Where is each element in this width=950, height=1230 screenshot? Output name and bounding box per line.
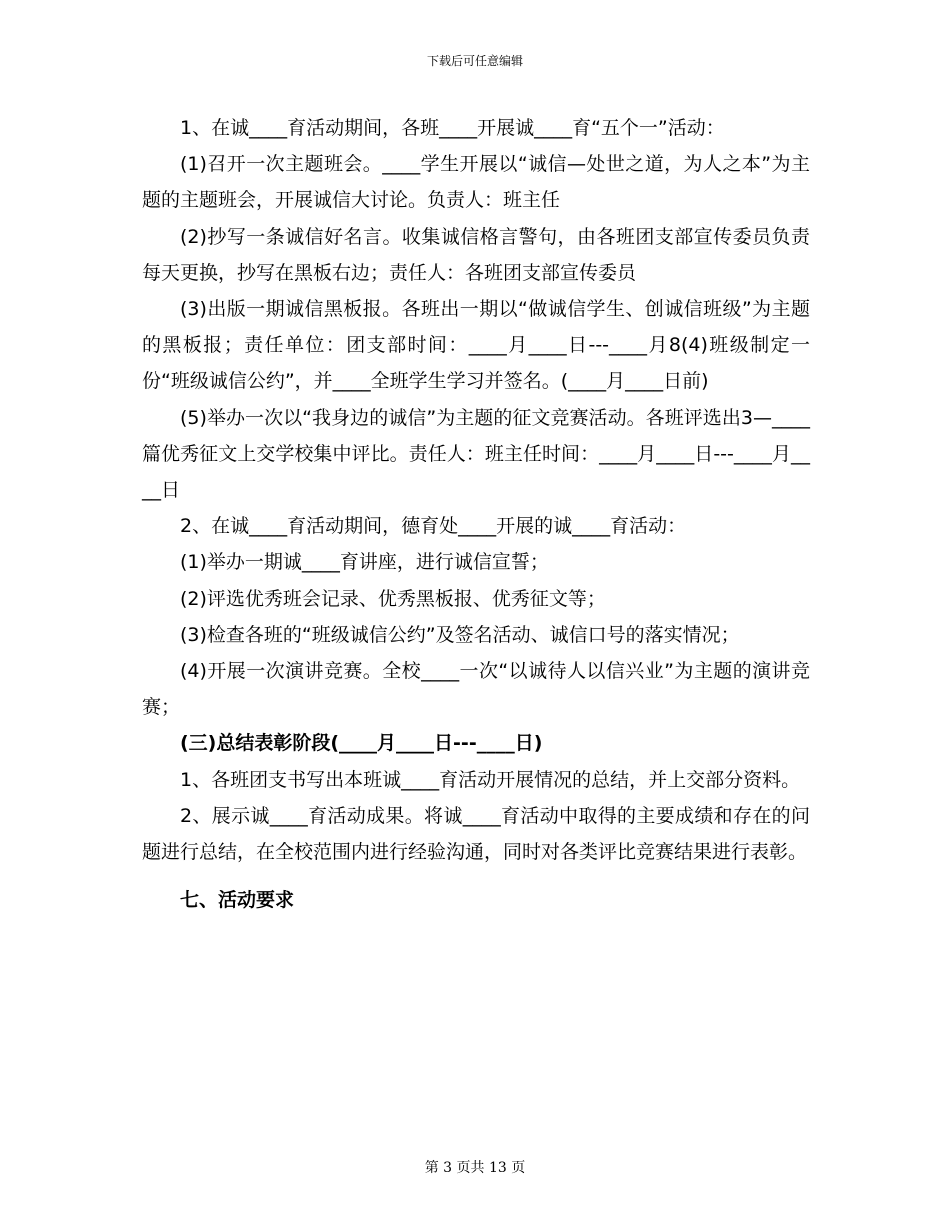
paragraph-12: 1、各班团支书写出本班诚____育活动开展情况的总结，并上交部分资料。	[180, 768, 801, 791]
paragraph-8: (2)评选优秀班会记录、优秀黑板报、优秀征文等；	[180, 587, 606, 610]
paragraph-5: (5)举办一次以“我身边的诚信”为主题的征文竞赛活动。各班评选出3—____篇优秀征文上交学校集中评比。责任人：班主任时间：____月____日---____月____日	[142, 406, 810, 502]
paragraph-4: (3)出版一期诚信黑板报。各班出一期以“做诚信学生、创诚信班级”为主题的黑板报；责任单位：团支部时间：____月____日---____月8(4)班级制定一份“班级诚信公约”，并____全班学生学习并签名。(____月____日前)	[142, 298, 810, 393]
paragraph-3: (2)抄写一条诚信好名言。收集诚信格言警句，由各班团支部宣传委员负责每天更换，抄写在黑板右边；责任人：各班团支部宣传委员	[142, 225, 810, 284]
section-heading-requirements: 七、活动要求	[180, 889, 295, 912]
page-header: 下载后可任意编辑	[426, 54, 523, 68]
paragraph-6: 2、在诚____育活动期间，德育处____开展的诚____育活动：	[180, 515, 687, 538]
paragraph-7: (1)举办一期诚____育讲座，进行诚信宣誓；	[180, 551, 549, 574]
document-body	[142, 110, 810, 922]
paragraph-2: (1)召开一次主题班会。____学生开展以“诚信—处世之道，为人之本”为主题的主题班会，开展诚信大讨论。负责人：班主任	[142, 153, 810, 212]
section-heading-summary: (三)总结表彰阶段(____月____日---____日)	[180, 732, 543, 755]
paragraph-13: 2、展示诚____育活动成果。将诚____育活动中取得的主要成绩和存在的问题进行总结，在全校范围内进行经验沟通，同时对各类评比竞赛结果进行表彰。	[142, 804, 810, 864]
paragraph-9: (3)检查各班的“班级诚信公约”及签名活动、诚信口号的落实情况；	[180, 623, 740, 646]
page-footer: 第 3 页共 13 页	[424, 1160, 526, 1176]
paragraph-10: (4)开展一次演讲竞赛。全校____一次“以诚待人以信兴业”为主题的演讲竞赛；	[142, 660, 810, 719]
paragraph-1: 1、在诚____育活动期间，各班____开展诚____育“五个一”活动：	[180, 117, 725, 139]
